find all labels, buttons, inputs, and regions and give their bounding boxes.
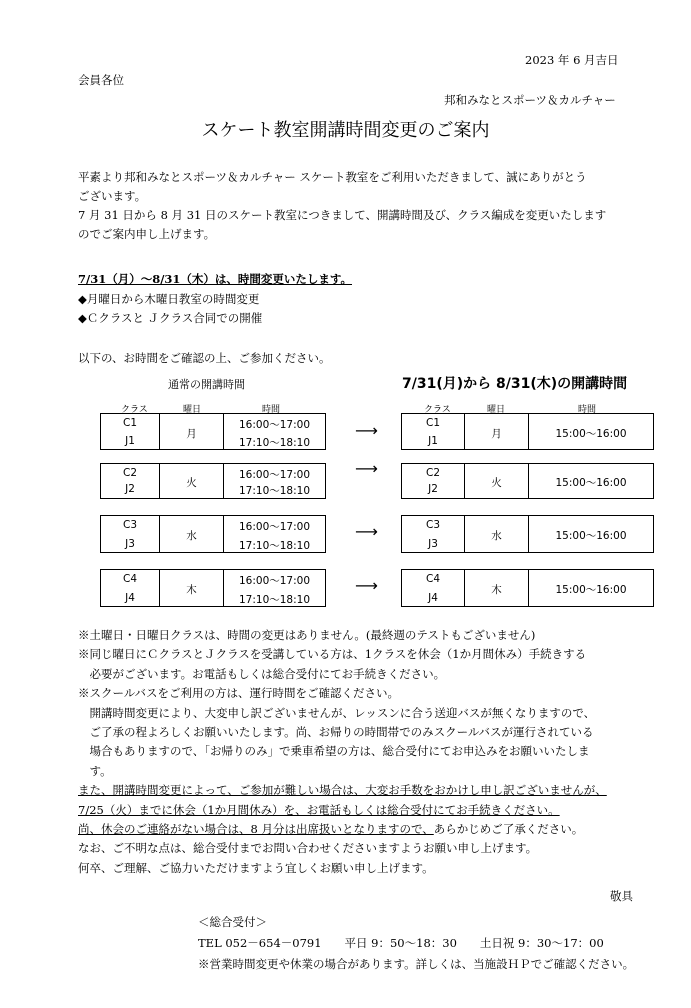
- note-line: 必要がございます。お電話もしくは総合受付にてお手続きください。: [78, 666, 446, 681]
- contact-block: [198, 912, 634, 975]
- time-slot: 17:10～18:10: [238, 437, 311, 449]
- class-label: J3: [125, 538, 135, 550]
- class-label: J3: [428, 538, 438, 550]
- important-line: また、開講時間変更によって、ご参加が難しい場合は、大変お手数をおかけし申し訳ございませんが、: [78, 783, 607, 798]
- time-slot: 15:00～16:00: [555, 477, 627, 489]
- closing-word: 敬具: [610, 889, 633, 903]
- header-class: クラス: [424, 405, 451, 415]
- schedule-row-new: [401, 463, 654, 499]
- schedule-row-new: [401, 413, 654, 450]
- class-label: J4: [428, 592, 438, 604]
- schedule-row-new: [401, 569, 654, 607]
- header-day: 曜日: [183, 405, 202, 415]
- contact-heading: ＜総合受付＞: [198, 915, 267, 929]
- class-label: C2: [425, 467, 440, 479]
- right-arrow-icon: ⟶: [355, 459, 378, 478]
- note-line: ※同じ曜日にＣクラスとＪクラスを受講している方は、1クラスを休会（1か月間休み）手続きする: [78, 647, 587, 662]
- time-slot: 16:00～17:00: [238, 419, 311, 431]
- note-line: ご了承の程よろしくお願いいたします。尚、お帰りの時間帯でのみスクールバスが運行されている: [78, 725, 594, 740]
- day-label: 月: [186, 428, 197, 440]
- class-label: C3: [122, 519, 137, 531]
- time-slot: 16:00～17:00: [238, 575, 311, 587]
- schedule-row-current: [100, 515, 326, 553]
- class-label: C4: [425, 573, 440, 585]
- intro-paragraph: [78, 168, 653, 244]
- class-label: J1: [428, 435, 438, 447]
- time-slot: 15:00～16:00: [555, 530, 627, 542]
- schedule-row-current: [100, 413, 326, 450]
- time-slot: 17:10～18:10: [238, 594, 311, 606]
- class-label: C3: [425, 519, 440, 531]
- class-label: C1: [425, 417, 440, 429]
- note-line: ※スクールバスをご利用の方は、運行時間をご確認ください。: [78, 686, 399, 701]
- header-time: 時間: [578, 405, 597, 415]
- class-label: C2: [122, 467, 137, 479]
- time-slot: 15:00～16:00: [555, 584, 627, 596]
- important-line: 7/25（火）までに休会（1か月間休み）を、お電話もしくは総合受付にてお手続きください。: [78, 802, 560, 817]
- header-class: クラス: [121, 405, 148, 415]
- important-line-wrap: [78, 820, 658, 839]
- header-time: 時間: [262, 405, 281, 415]
- schedule-row-new: [401, 515, 654, 553]
- bullet-list: [78, 290, 262, 328]
- day-label: 水: [186, 530, 197, 542]
- document-date: 2023 年 6 月吉日: [525, 53, 619, 67]
- notes-section: [78, 626, 658, 878]
- organization-name: 邦和みなとスポーツ＆カルチャー: [444, 93, 616, 107]
- note-line: す。: [78, 763, 112, 778]
- day-label: 木: [186, 584, 197, 596]
- class-label: C1: [122, 417, 137, 429]
- schedule-row-current: [100, 463, 326, 499]
- note-line: ※土曜日・日曜日クラスは、時間の変更はありません。(最終週のテストもございません): [78, 628, 536, 642]
- contact-phone-hours: TEL 052－654－0791 平日 9：50～18：30 土日祝 9：30～17：00: [198, 936, 604, 950]
- bullet-item: ◆Ｃクラスと Ｊクラス合同での開催: [78, 311, 263, 325]
- class-label: J1: [125, 435, 135, 447]
- contact-note: ※営業時間変更や休業の場合があります。詳しくは、当施設ＨＰでご確認ください。: [198, 957, 635, 971]
- bullet-item: ◆月曜日から木曜日教室の時間変更: [78, 292, 260, 306]
- intro-line: ございます。: [78, 189, 147, 203]
- schedule-row-current: [100, 569, 326, 607]
- closing-line: なお、ご不明な点は、総合受付までお問い合わせくださいますようお願い申し上げます。: [78, 841, 538, 856]
- time-slot: 16:00～17:00: [238, 521, 311, 533]
- right-arrow-icon: ⟶: [355, 576, 378, 595]
- right-arrow-icon: ⟶: [355, 421, 378, 440]
- page-title: スケート教室開講時間変更のご案内: [201, 120, 490, 141]
- closing-line: 何卒、ご理解、ご協力いただけますよう宜しくお願い申し上げます。: [78, 860, 434, 875]
- important-line: 尚、休会のご連絡がない場合は、8 月分は出席扱いとなりますので、: [78, 822, 434, 837]
- day-label: 月: [491, 428, 502, 440]
- intro-line: のでご案内申し上げます。: [78, 227, 216, 241]
- header-day: 曜日: [487, 405, 506, 415]
- time-slot: 17:10～18:10: [238, 485, 311, 497]
- right-arrow-icon: ⟶: [355, 522, 378, 541]
- class-label: J2: [428, 483, 438, 495]
- time-slot: 16:00～17:00: [238, 469, 311, 481]
- important-line-tail: あらかじめご了承ください。: [433, 822, 584, 837]
- recipient: 会員各位: [78, 73, 124, 87]
- confirm-text: 以下の、お時間をご確認の上、ご参加ください。: [78, 351, 331, 365]
- time-slot: 17:10～18:10: [238, 540, 311, 552]
- left-table-title: 通常の開講時間: [168, 378, 245, 391]
- time-slot: 15:00～16:00: [555, 428, 627, 440]
- right-table-title: 7/31(月)から 8/31(木)の開講時間: [402, 376, 628, 392]
- class-label: J2: [125, 483, 135, 495]
- day-label: 水: [491, 530, 502, 542]
- note-line: 場合もありますので、「お帰りのみ」で乗車希望の方は、総合受付にてお申込みをお願いいたしま: [78, 744, 590, 759]
- class-label: C4: [122, 573, 137, 585]
- intro-line: 7 月 31 日から 8 月 31 日のスケート教室につきまして、開講時間及び、クラス編成を変更いたします: [78, 208, 607, 222]
- class-label: J4: [125, 592, 135, 604]
- intro-line: 平素より邦和みなとスポーツ＆カルチャー スケート教室をご利用いただきまして、誠にありがとう: [78, 170, 587, 184]
- note-line: 開講時間変更により、大変申し訳ございませんが、レッスンに合う送迎バスが無くなりますので、: [78, 705, 596, 720]
- day-label: 木: [491, 584, 502, 596]
- change-heading: 7/31（月）～8/31（木）は、時間変更いたします。: [78, 272, 352, 286]
- day-label: 火: [186, 477, 197, 489]
- day-label: 火: [491, 477, 502, 489]
